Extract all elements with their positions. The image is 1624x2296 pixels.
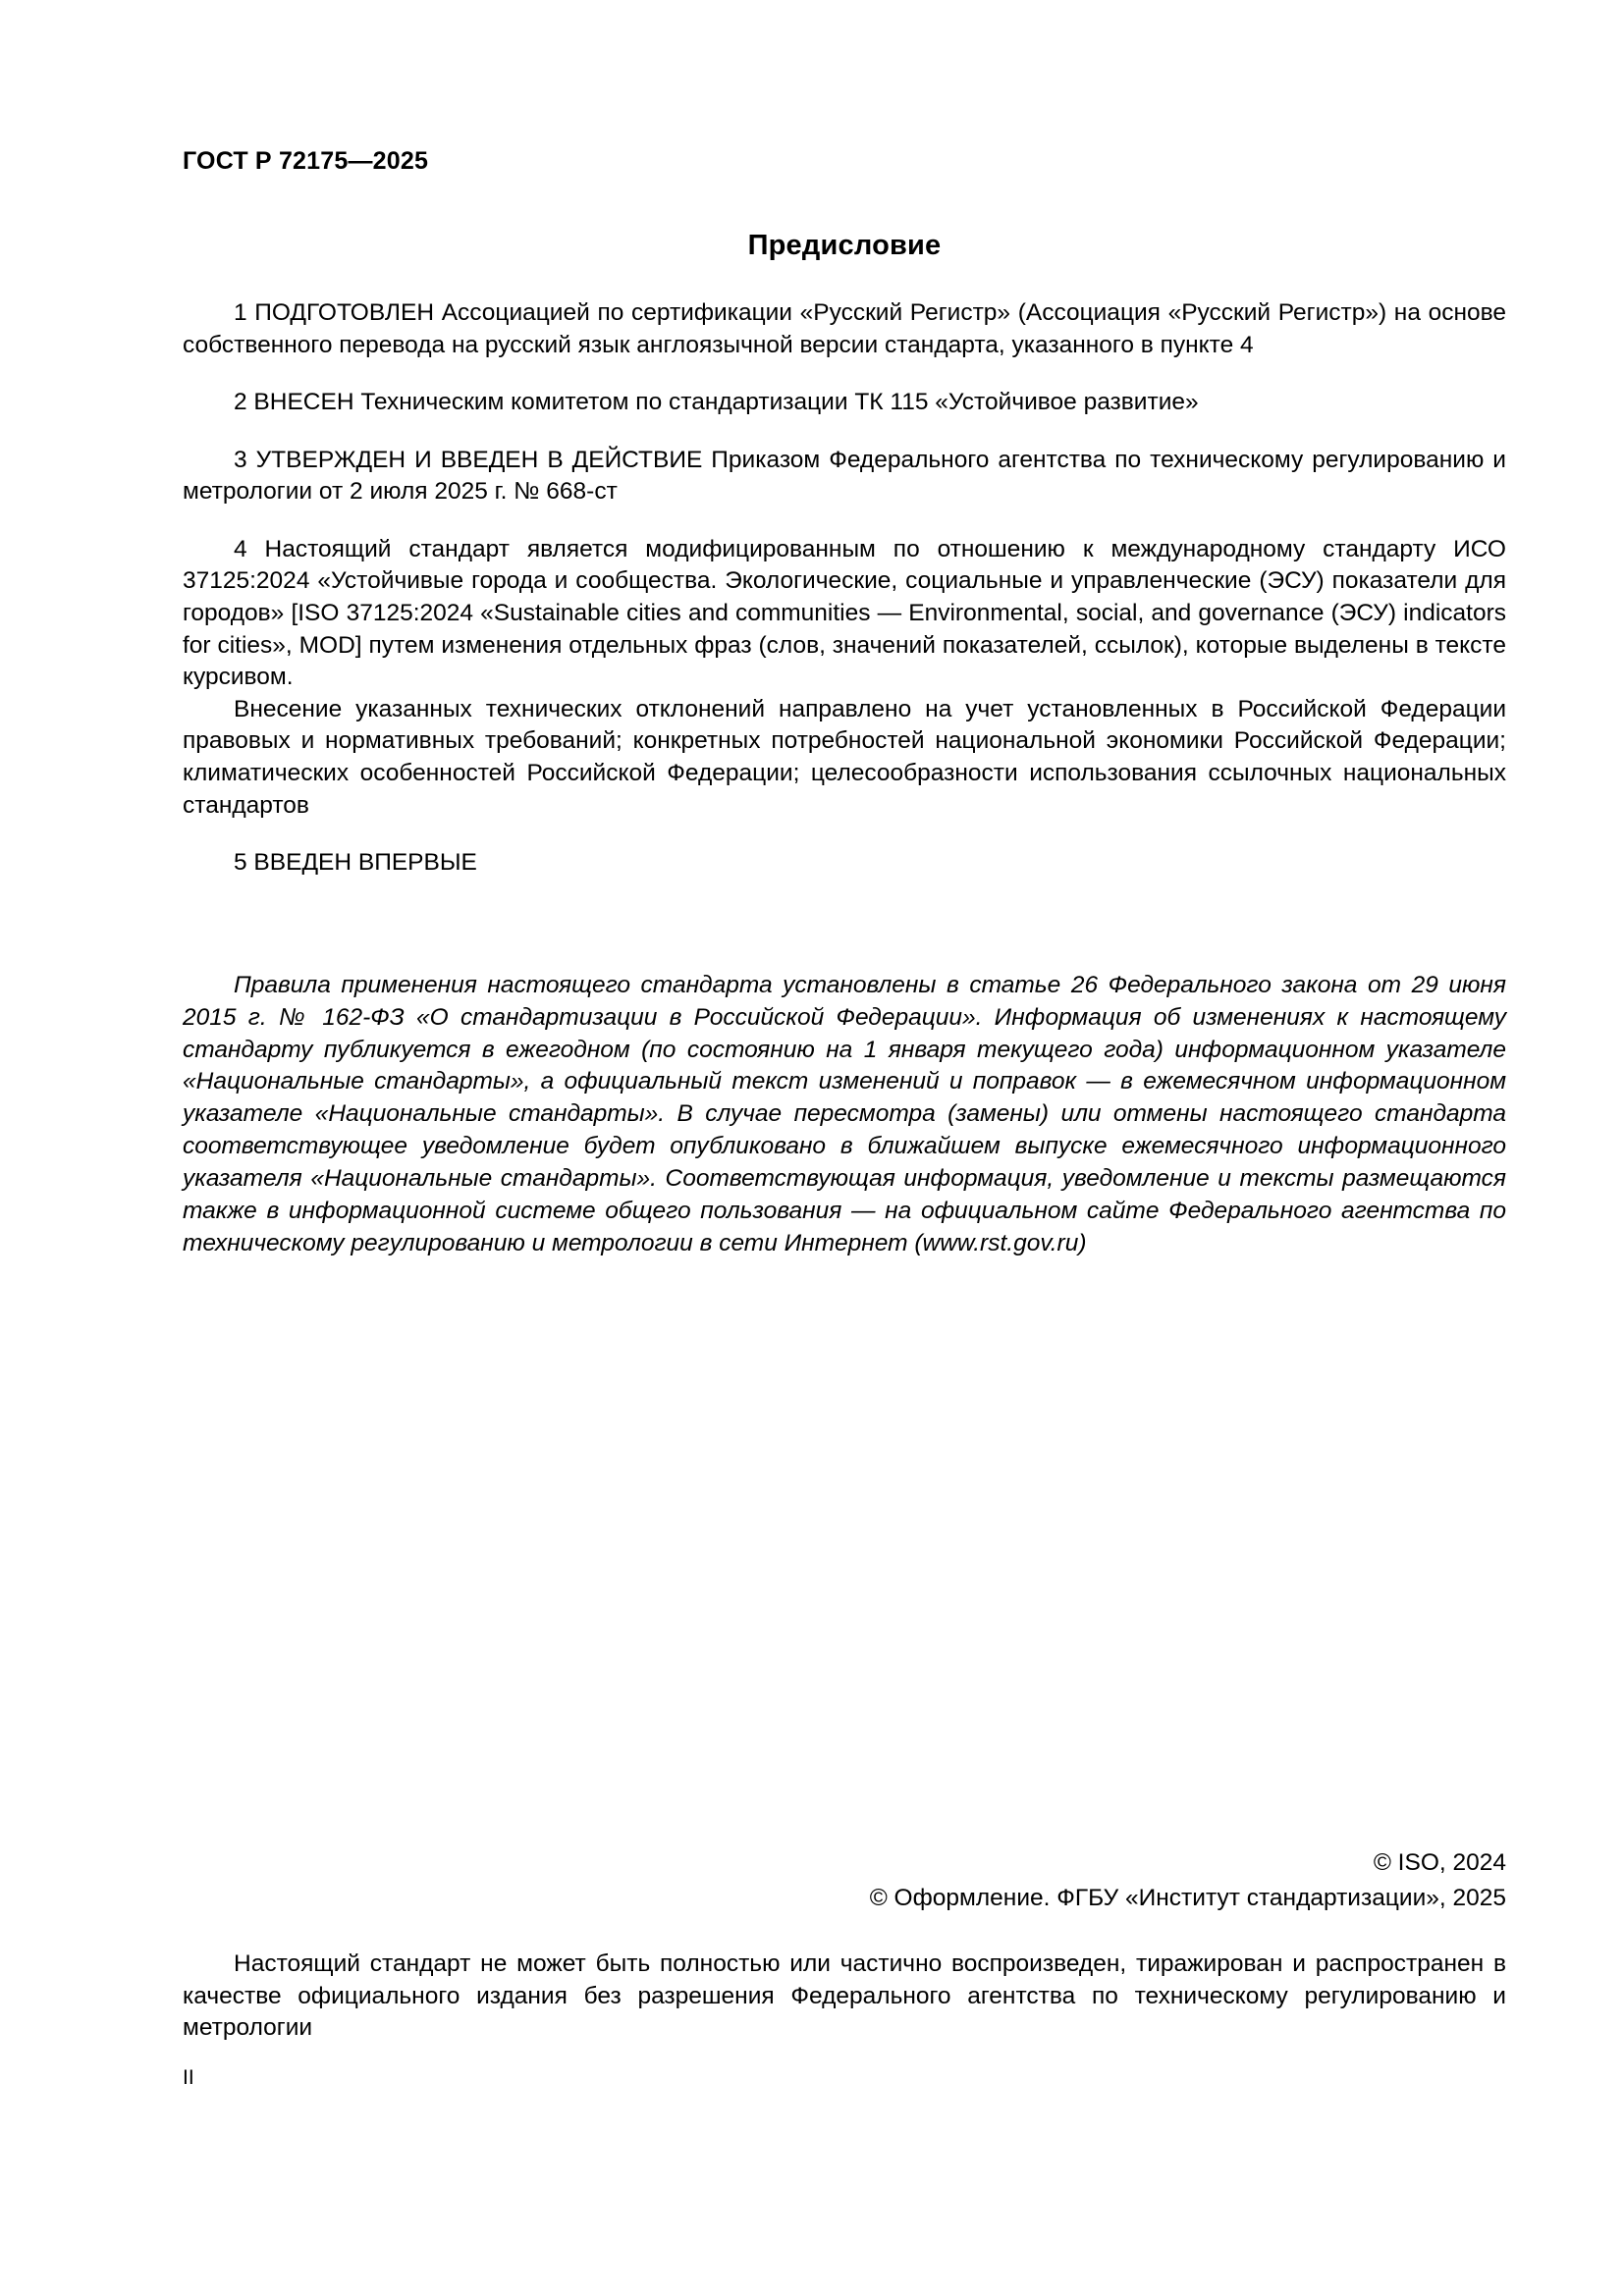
reproduction-notice: Настоящий стандарт не может быть полностью или частично воспроизведен, тиражирован и распространен в качестве официального издания без разрешения Федерального агентства по техническому регулированию и метрологии [183,1950,1506,2042]
foreword-item-2: 2 ВНЕСЕН Техническим комитетом по стандартизации ТК 115 «Устойчивое развитие» [234,389,1199,416]
copyright-design: © Оформление. ФГБУ «Институт стандартизации», 2025 [869,1884,1506,1911]
page-title: Предисловие [747,230,942,261]
foreword-item-1: 1 ПОДГОТОВЛЕН Ассоциацией по сертификации «Русский Регистр» (Ассоциация «Русский Регистр») на основе собственного перевода на русский язык англоязычной версии стандарта, указанного в пункте 4 [183,299,1506,358]
foreword-item-4: 4 Настоящий стандарт является модифицированным по отношению к международному стандарту ИСО 37125:2024 «Устойчивые города и сообщества. Экологические, социальные и управленческие (ЭСУ) показатели для городов» [ISO 37125:2024 «Sustainable cities and communities — Environmental, social, and governance (ЭСУ) indicators for cities», MOD] путем изменения отдельных фраз (слов, значений показателей, ссылок), которые выделены в тексте курсивом. [183,535,1506,691]
copyright-iso: © ISO, 2024 [1373,1849,1506,1876]
page-content [183,147,1506,1260]
document-standard-number: ГОСТ Р 72175—2025 [183,147,429,175]
foreword-item-4-continuation: Внесение указанных технических отклонений направлено на учет установленных в Российской Федерации правовых и нормативных требований; конкретных потребностей национальной экономики Российской Федерации; климатических особенностей Российской Федерации; целесообразности использования ссылочных национальных стандартов [183,695,1506,819]
copyright-block [183,1845,1506,1915]
foreword-item-3: 3 УТВЕРЖДЕН И ВВЕДЕН В ДЕЙСТВИЕ Приказом Федерального агентства по техническому регулированию и метрологии от 2 июля 2025 г. № 668-ст [183,446,1506,506]
page-number: II [183,2066,194,2089]
application-rules-note: Правила применения настоящего стандарта установлены в статье 26 Федерального закона от 29 июня 2015 г. № 162-ФЗ «О стандартизации в Российской Федерации». Информация об изменениях к настоящему стандарту публикуется в ежегодном (по состоянию на 1 января текущего года) информационном указателе «Национальные стандарты», а официальный текст изменений и поправок — в ежемесячном информационном указателе «Национальные стандарты». В случае пересмотра (замены) или отмены настоящего стандарта соответствующее уведомление будет опубликовано в ближайшем выпуске ежемесячного информационного указателя «Национальные стандарты». Соответствующая информация, уведомление и тексты размещаются также в информационной системе общего пользования — на официальном сайте Федерального агентства по техническому регулированию и метрологии в сети Интернет (www.rst.gov.ru) [183,971,1506,1257]
foreword-item-5: 5 ВВЕДЕН ВПЕРВЫЕ [234,849,477,877]
